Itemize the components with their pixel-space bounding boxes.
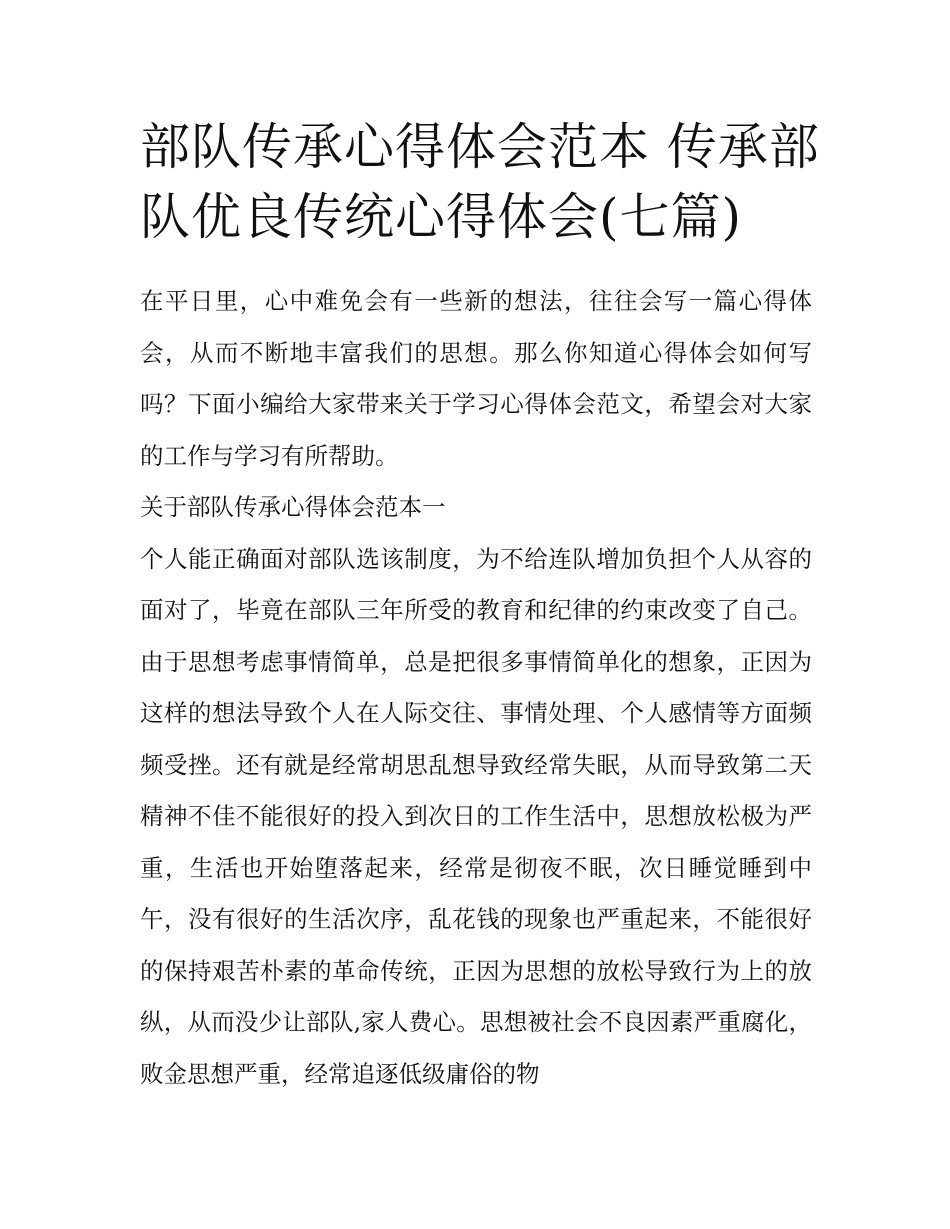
section-paragraph: 个人能正确面对部队选该制度，为不给连队增加负担个人从容的面对了，毕竟在部队三年所受的教育和纪律的约束改变了自己。由于思想考虑事情简单，总是把很多事情简单化的想象，正因为这样的想法导致个人在人际交往、事情处理、个人感情等方面频频受挫。还有就是经常胡思乱想导致经常失眠，从而导致第二天精神不佳不能很好的投入到次日的工作生活中，思想放松极为严重，生活也开始堕落起来，经常是彻夜不眠，次日睡觉睡到中午，没有很好的生活次序，乱花钱的现象也严重起来，不能很好的保持艰苦朴素的革命传统，正因为思想的放松导致行为上的放纵，从而没少让部队,家人费心。思想被社会不良因素严重腐化，败金思想严重，经常追逐低级庸俗的物: [140, 544, 812, 1088]
section-heading: 关于部队传承心得体会范本一: [140, 493, 446, 521]
document-body: [140, 276, 812, 1100]
intro-paragraph: 在平日里，心中难免会有一些新的想法，往往会写一篇心得体会，从而不断地丰富我们的思想。那么你知道心得体会如何写吗？下面小编给大家带来关于学习心得体会范文，希望会对大家的工作与学习有所帮助。: [140, 287, 812, 470]
document-title: 部队传承心得体会范本 传承部队优良传统心得体会(七篇): [140, 118, 820, 246]
